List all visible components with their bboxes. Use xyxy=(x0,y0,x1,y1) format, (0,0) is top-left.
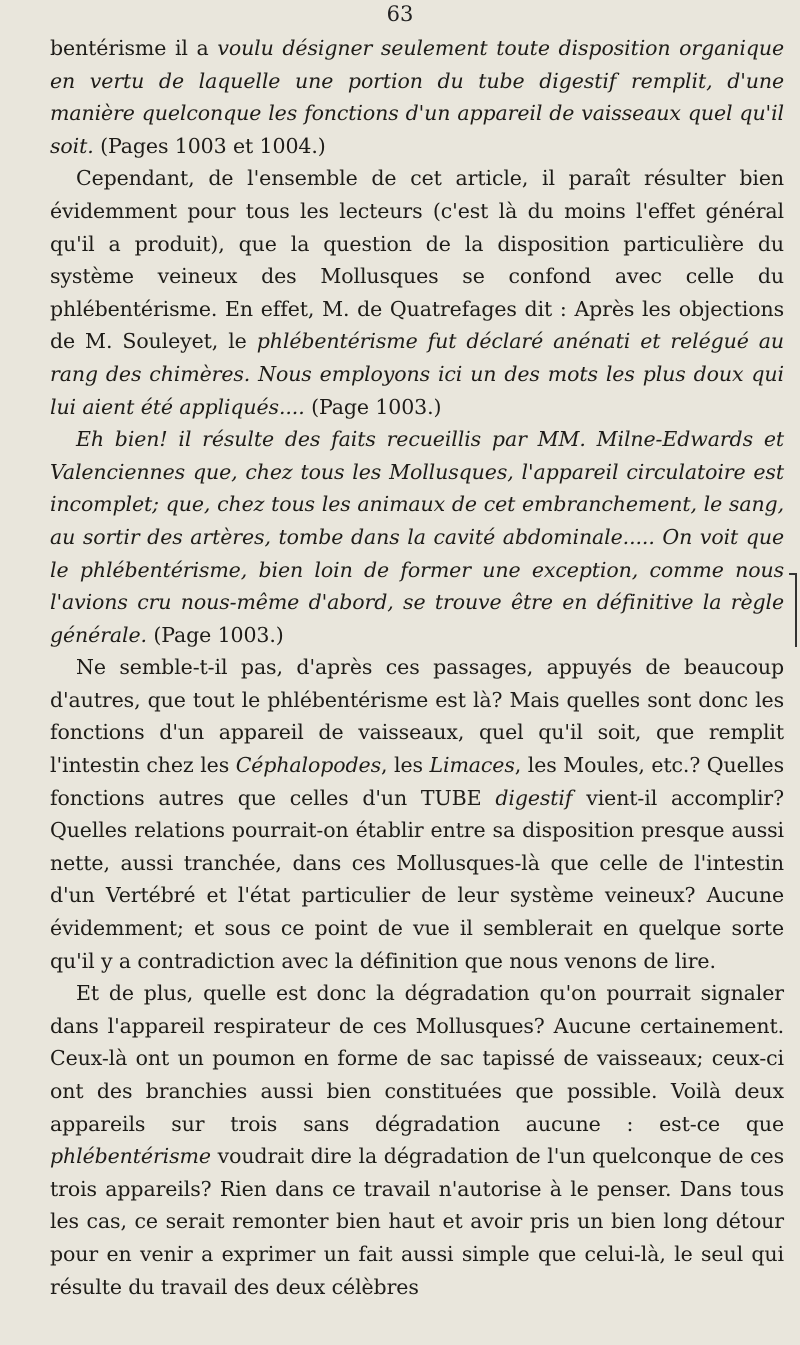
italic-text-run: phlébentérisme xyxy=(50,1144,211,1169)
text-run: , les Moules, etc.? Quelles fonctions autres que celles d'un TUBE xyxy=(50,753,784,810)
italic-text-run: Eh bien! il résulte des faits recueillis par MM. Milne-Edwards et Valenciennes que, chez tous les Mollusques, l'appareil circulatoire est incomplet; que, chez tous les animaux de cet embranchement, le sang, au sortir des artères, tombe dans la cavité abdominale..... On voit que le phlébentérisme, bien loin de former une exception, comme nous l'avions cru nous-même d'abord, se trouve être en définitive la règle générale. xyxy=(50,427,784,647)
italic-text-run: phlébentérisme fut déclaré anénati et relégué au rang des chimères. Nous employons ici un des mots les plus doux qui lui aient été appliqués.... xyxy=(50,329,784,419)
text-run: (Page 1003.) xyxy=(304,394,442,419)
paragraph xyxy=(50,977,784,1303)
text-run: vient-il accomplir? Quelles relations pourrait-on établir entre sa disposition presque aussi nette, aussi tranchée, dans ces Mollusques-là que celle de l'intestin d'un Vertébré et l'état particulier de leur système veineux? Aucune évidemment; et sous ce point de vue il semblerait en quelque sorte qu'il y a contradiction avec la définition que nous venons de lire. xyxy=(50,785,784,973)
paragraph xyxy=(50,32,784,162)
margin-bracket-mark xyxy=(789,573,797,647)
text-run: Ne semble-t-il pas, d'après ces passages, appuyés de beaucoup d'autres, que tout le phlébentérisme est là? Mais quelles sont donc les fonctions d'un appareil de vaisseaux, quel qu'il soit, que remplit l'intestin chez les xyxy=(50,655,784,778)
italic-text-run: Limaces xyxy=(429,753,515,778)
text-run: Et de plus, quelle est donc la dégradation qu'on pourrait signaler dans l'appareil respirateur de ces Mollusques? Aucune certainement. Ceux-là ont un poumon en forme de sac tapissé de vaisseaux; ceux-ci ont des branchies aussi bien constituées que possible. Voilà deux appareils sur trois sans dégradation aucune : est-ce que xyxy=(50,981,784,1136)
text-run: voudrait dire la dégradation de l'un quelconque de ces trois appareils? Rien dans ce travail n'autorise à le penser. Dans tous les cas, ce serait remonter bien haut et avoir pris un bien long détour pour en venir a exprimer un fait aussi simple que celui-là, le seul qui résulte du travail des deux célèbres xyxy=(50,1144,784,1299)
italic-text-run: Céphalopodes xyxy=(235,753,381,778)
text-run: , les xyxy=(381,753,430,778)
text-run: (Page 1003.) xyxy=(146,622,284,647)
text-run: Cependant, de l'ensemble de cet article, il paraît résulter bien évidemment pour tous les lecteurs (c'est là du moins l'effet général qu'il a produit), que la question de la disposition particulière du système veineux des Mollusques se confond avec celle du phlébentérisme. En effet, M. de Quatrefages dit : Après les objections de M. Souleyet, le xyxy=(50,166,784,354)
page-number: 63 xyxy=(386,2,414,26)
text-run: (Pages 1003 et 1004.) xyxy=(93,133,326,158)
paragraph xyxy=(50,651,784,977)
paragraph xyxy=(50,423,784,651)
body-text xyxy=(50,32,784,1303)
italic-text-run: digestif xyxy=(495,785,573,810)
paragraph xyxy=(50,162,784,423)
text-run: bentérisme il a xyxy=(50,36,218,60)
italic-text-run: voulu désigner seulement toute disposition organique en vertu de laquelle une portion du tube digestif remplit, d'une manière quelconque les fonctions d'un appareil de vaisseaux quel qu'il soit. xyxy=(50,36,784,158)
